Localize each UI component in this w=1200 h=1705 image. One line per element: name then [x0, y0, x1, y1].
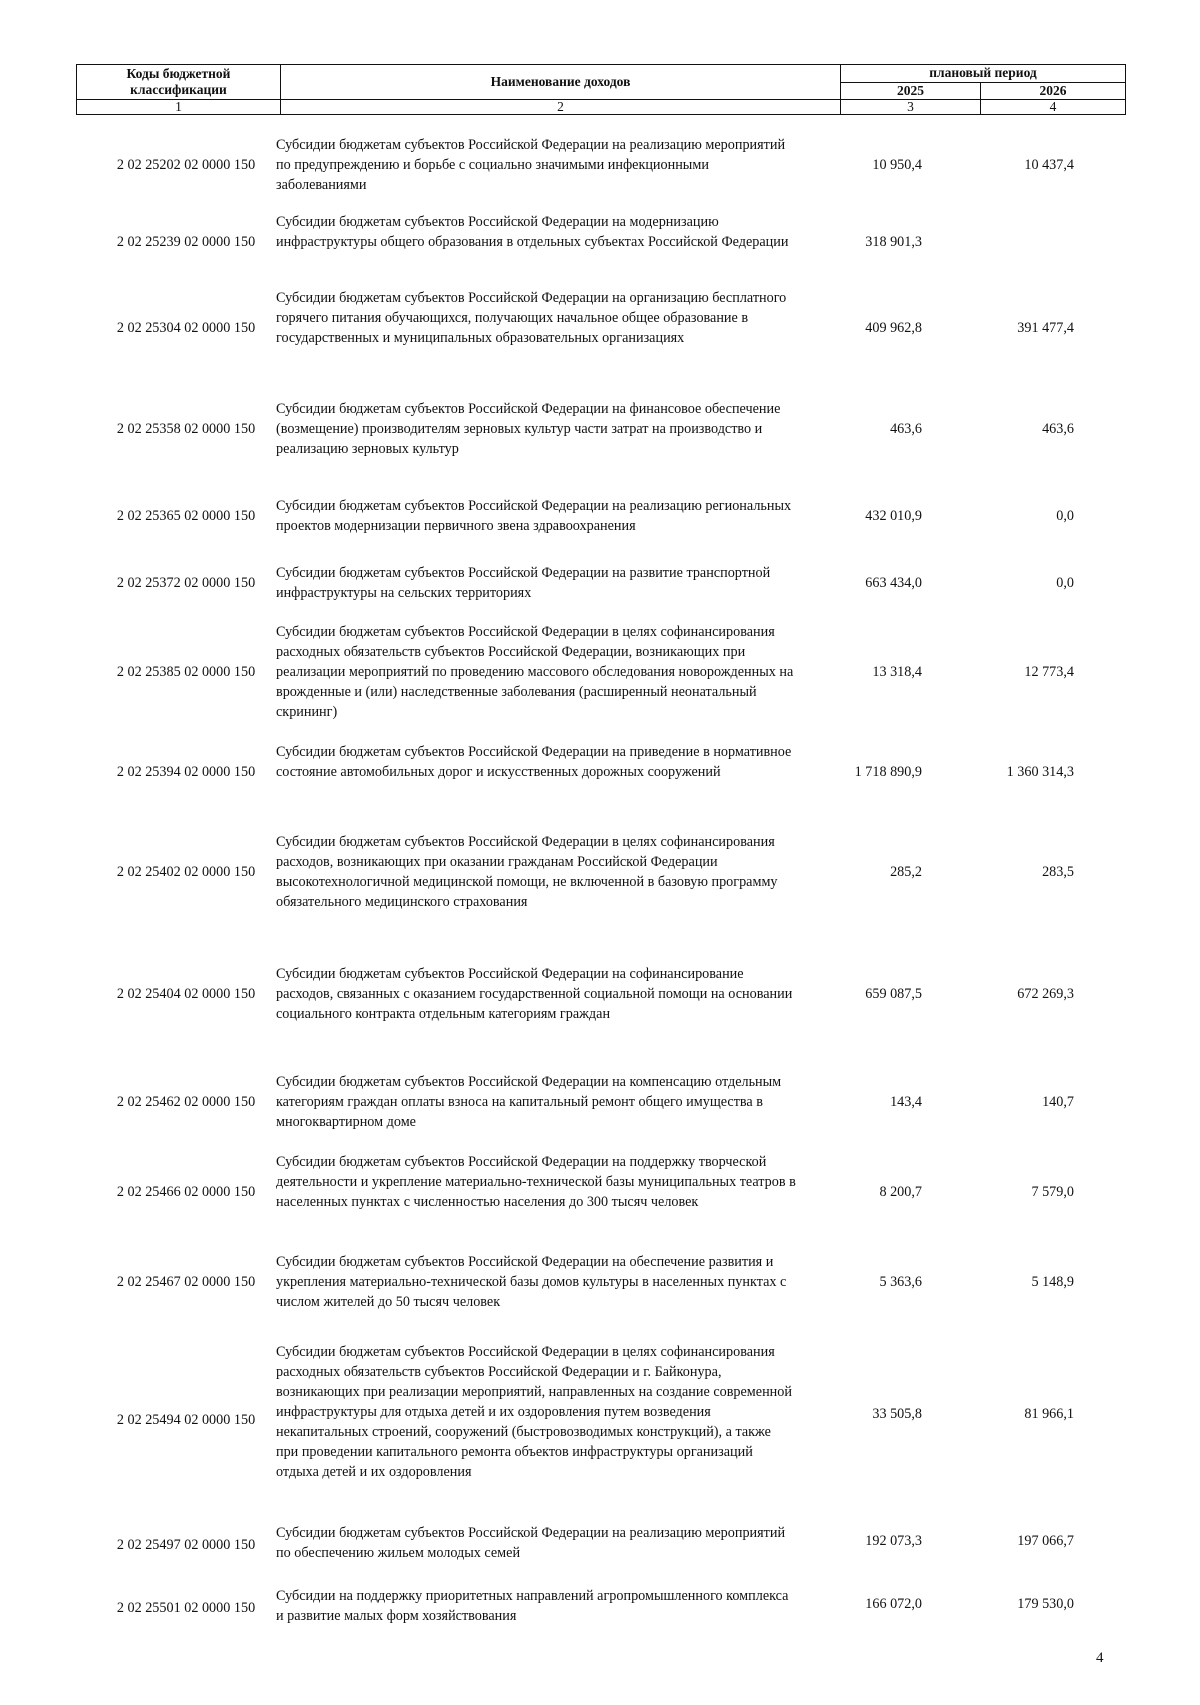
value-2025: 166 072,0	[865, 1596, 922, 1612]
table-header	[76, 64, 1126, 115]
value-2026: 140,7	[1042, 1094, 1074, 1110]
value-2025: 318 901,3	[865, 234, 922, 250]
income-name: Субсидии бюджетам субъектов Российской Федерации в целях софинансирования расходов, возникающих при оказании гражданам Российской Федерации высокотехнологичной медицинской помощи, не включенной в базовую программу обязательного медицинского страхования	[276, 834, 778, 910]
value-2025: 659 087,5	[865, 986, 922, 1002]
budget-code: 2 02 25304 02 0000 150	[116, 320, 256, 336]
income-name: Субсидии бюджетам субъектов Российской Федерации на реализацию региональных проектов модернизации первичного звена здравоохранения	[276, 498, 792, 534]
income-name: Субсидии бюджетам субъектов Российской Федерации на развитие транспортной инфраструктуры на сельских территориях	[276, 565, 771, 601]
value-2026: 81 966,1	[1024, 1406, 1074, 1422]
value-2025: 8 200,7	[879, 1184, 922, 1200]
value-2026: 5 148,9	[1031, 1274, 1074, 1290]
budget-code: 2 02 25497 02 0000 150	[116, 1537, 256, 1553]
value-2026: 1 360 314,3	[1006, 764, 1074, 780]
column-number-3: 3	[841, 100, 981, 115]
budget-code: 2 02 25404 02 0000 150	[116, 986, 256, 1002]
value-2026: 7 579,0	[1031, 1184, 1074, 1200]
year-2025-header: 2025	[841, 82, 981, 100]
value-2026: 10 437,4	[1024, 157, 1074, 173]
value-2026: 12 773,4	[1024, 664, 1074, 680]
value-2026: 391 477,4	[1017, 320, 1074, 336]
income-name: Субсидии бюджетам субъектов Российской Федерации на реализацию мероприятий по обеспечению жильем молодых семей	[276, 1525, 786, 1561]
budget-code: 2 02 25467 02 0000 150	[116, 1274, 256, 1290]
value-2025: 143,4	[890, 1094, 922, 1110]
income-name: Субсидии на поддержку приоритетных направлений агропромышленного комплекса и развитие малых форм хозяйствования	[276, 1588, 789, 1624]
income-name: Субсидии бюджетам субъектов Российской Федерации на финансовое обеспечение (возмещение) производителям зерновых культур части затрат на производство и реализацию зерновых культур	[276, 401, 781, 457]
budget-code: 2 02 25501 02 0000 150	[116, 1600, 256, 1616]
budget-code: 2 02 25365 02 0000 150	[116, 508, 256, 524]
value-2026: 283,5	[1042, 864, 1074, 880]
value-2025: 33 505,8	[872, 1406, 922, 1422]
period-header: плановый период	[841, 65, 1126, 83]
value-2025: 432 010,9	[865, 508, 922, 524]
budget-code: 2 02 25462 02 0000 150	[116, 1094, 256, 1110]
value-2026: 672 269,3	[1017, 986, 1074, 1002]
value-2026: 0,0	[1056, 575, 1074, 591]
income-name: Субсидии бюджетам субъектов Российской Федерации на приведение в нормативное состояние автомобильных дорог и искусственных дорожных сооружений	[276, 744, 792, 780]
budget-code: 2 02 25372 02 0000 150	[116, 575, 256, 591]
budget-code: 2 02 25358 02 0000 150	[116, 421, 256, 437]
codes-header: Коды бюджетной классификации	[77, 65, 281, 100]
value-2026: 179 530,0	[1017, 1596, 1074, 1612]
value-2026: 197 066,7	[1017, 1533, 1074, 1549]
column-number-1: 1	[77, 100, 281, 115]
column-number-2: 2	[281, 100, 841, 115]
income-name: Субсидии бюджетам субъектов Российской Федерации на поддержку творческой деятельности и укрепление материально-технической базы муниципальных театров в населенных пунктах с численностью населения до 300 тысяч человек	[276, 1154, 796, 1210]
value-2025: 463,6	[890, 421, 922, 437]
income-name: Субсидии бюджетам субъектов Российской Федерации в целях софинансирования расходных обязательств субъектов Российской Федерации, возникающих при реализации мероприятий по проведению массового обследования новорожденных на врожденные и (или) наследственные заболевания (расширенный неонатальный скрининг)	[276, 624, 794, 720]
value-2025: 192 073,3	[865, 1533, 922, 1549]
column-number-4: 4	[981, 100, 1126, 115]
value-2025: 13 318,4	[872, 664, 922, 680]
value-2025: 5 363,6	[879, 1274, 922, 1290]
value-2025: 409 962,8	[865, 320, 922, 336]
budget-code: 2 02 25202 02 0000 150	[116, 157, 256, 173]
income-name: Субсидии бюджетам субъектов Российской Федерации на модернизацию инфраструктуры общего образования в отдельных субъектах Российской Федерации	[276, 214, 789, 250]
income-name: Субсидии бюджетам субъектов Российской Федерации на компенсацию отдельным категориям граждан оплаты взноса на капитальный ремонт общего имущества в многоквартирном доме	[276, 1074, 782, 1130]
budget-code: 2 02 25466 02 0000 150	[116, 1184, 256, 1200]
income-name: Субсидии бюджетам субъектов Российской Федерации на реализацию мероприятий по предупреждению и борьбе с социально значимыми инфекционными заболеваниями	[276, 137, 786, 193]
year-2026-header: 2026	[981, 82, 1126, 100]
budget-code: 2 02 25385 02 0000 150	[116, 664, 256, 680]
budget-code: 2 02 25394 02 0000 150	[116, 764, 256, 780]
budget-code: 2 02 25494 02 0000 150	[116, 1412, 256, 1428]
value-2025: 1 718 890,9	[854, 764, 922, 780]
value-2026: 0,0	[1056, 508, 1074, 524]
income-name: Субсидии бюджетам субъектов Российской Федерации на организацию бесплатного горячего питания обучающихся, получающих начальное общее образование в государственных и муниципальных образовательных организациях	[276, 290, 787, 346]
income-name: Субсидии бюджетам субъектов Российской Федерации на обеспечение развития и укрепления материально-технической базы домов культуры в населенных пунктах с числом жителей до 50 тысяч человек	[276, 1254, 787, 1310]
name-header: Наименование доходов	[281, 65, 841, 100]
value-2025: 663 434,0	[865, 575, 922, 591]
page-number: 4	[1096, 1650, 1104, 1666]
value-2025: 10 950,4	[872, 157, 922, 173]
budget-code: 2 02 25402 02 0000 150	[116, 864, 256, 880]
value-2026: 463,6	[1042, 421, 1074, 437]
budget-code: 2 02 25239 02 0000 150	[116, 234, 256, 250]
value-2025: 285,2	[890, 864, 922, 880]
income-name: Субсидии бюджетам субъектов Российской Федерации на софинансирование расходов, связанных с оказанием государственной социальной помощи на основании социального контракта отдельным категориям граждан	[276, 966, 793, 1022]
income-name: Субсидии бюджетам субъектов Российской Федерации в целях софинансирования расходных обязательств субъектов Российской Федерации и г. Байконура, возникающих при реализации мероприятий, направленных на создание современной инфраструктуры для отдыха детей и их оздоровления путем возведения некапитальных строений, сооружений (быстровозводимых конструкций), а также при проведении капитального ремонта объектов инфраструктуры организаций отдыха детей и их оздоровления	[276, 1344, 792, 1480]
